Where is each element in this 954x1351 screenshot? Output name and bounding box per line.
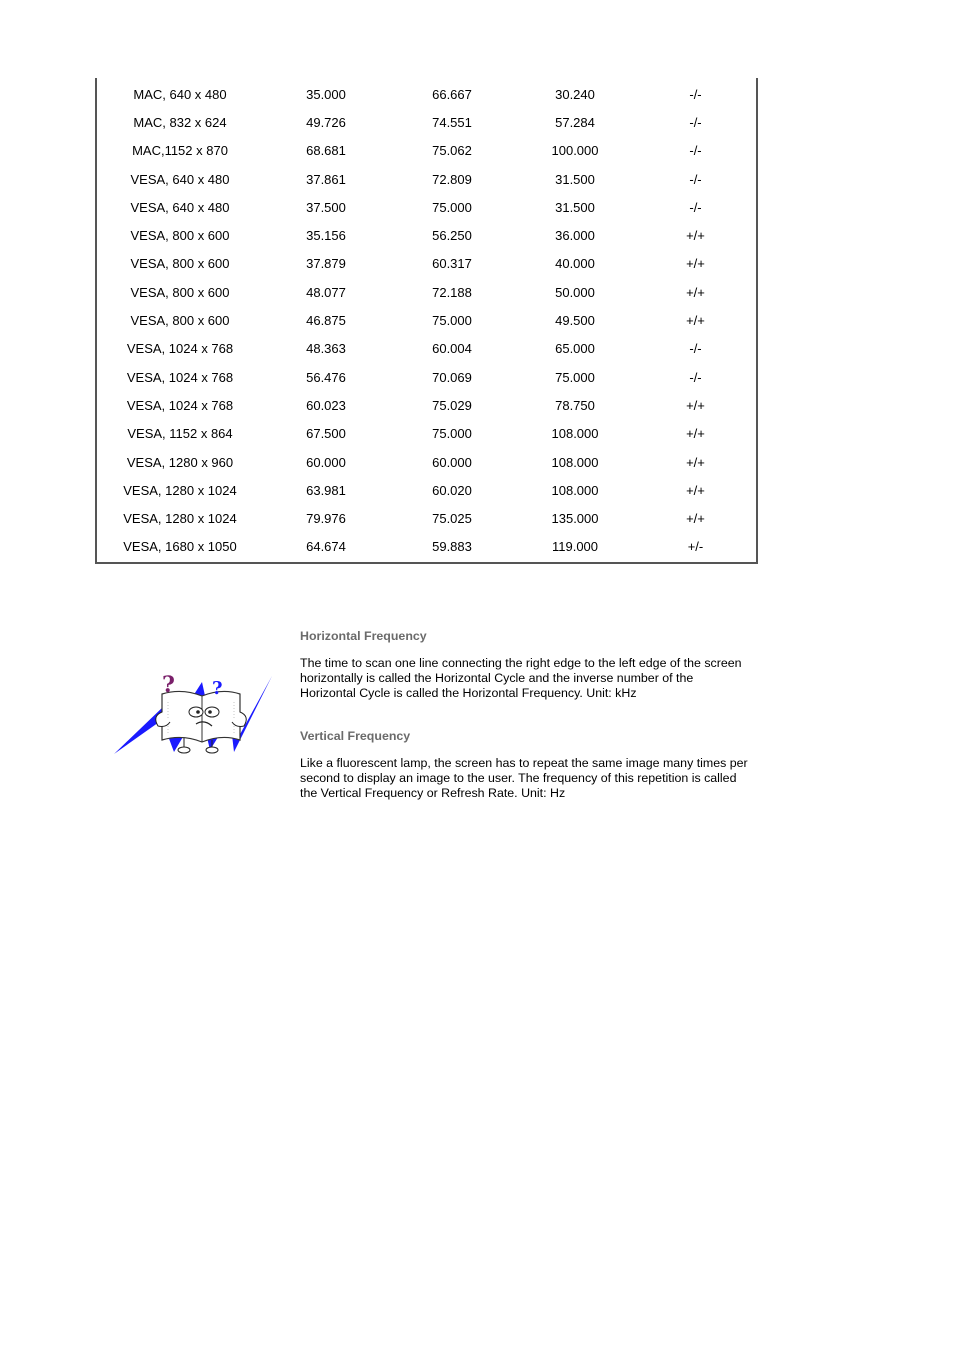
table-cell: -/- xyxy=(689,199,702,215)
horizontal-frequency-title: Horizontal Frequency xyxy=(300,629,427,643)
table-cell: 60.020 xyxy=(432,482,472,498)
table-cell: 49.500 xyxy=(555,313,595,329)
table-cell: -/- xyxy=(689,114,702,130)
vertical-frequency-title: Vertical Frequency xyxy=(300,729,411,743)
table-cell: +/+ xyxy=(686,426,705,442)
table-cell: VESA, 1280 x 1024 xyxy=(123,511,237,527)
table-cell: 63.981 xyxy=(306,482,346,498)
table-cell: 67.500 xyxy=(306,426,346,442)
vertical-frequency-body: Like a fluorescent lamp, the screen has to repeat the same image many times per second to display an image to the user. The frequency of this repetition is called the Vertical Frequency or Refresh Rate. Unit: Hz xyxy=(300,756,748,800)
table-cell: -/- xyxy=(689,86,702,102)
table-cell: -/- xyxy=(689,143,702,159)
table-cell: MAC, 832 x 624 xyxy=(133,114,227,130)
table-cell: 75.029 xyxy=(432,397,472,413)
table-cell: 60.000 xyxy=(306,454,346,470)
table-cell: 108.000 xyxy=(551,426,599,442)
table-row xyxy=(97,250,756,278)
table-cell: +/+ xyxy=(686,482,705,498)
table-cell: 35.156 xyxy=(306,228,346,244)
horizontal-frequency-section xyxy=(300,629,750,701)
table-cell: 119.000 xyxy=(551,539,599,555)
table-cell: +/+ xyxy=(686,511,705,527)
table-cell: +/+ xyxy=(686,313,705,329)
table-cell: 70.069 xyxy=(432,369,472,385)
table-row xyxy=(97,193,756,221)
table-cell: MAC, 640 x 480 xyxy=(133,86,227,102)
table-cell: 57.284 xyxy=(555,114,595,130)
table-cell: 79.976 xyxy=(306,511,346,527)
table-cell: -/- xyxy=(689,171,702,187)
table-cell: 75.000 xyxy=(432,313,472,329)
table-cell: 37.500 xyxy=(306,199,346,215)
table-row xyxy=(97,278,756,306)
table-cell: VESA, 800 x 600 xyxy=(130,313,230,329)
table-cell: VESA, 1280 x 960 xyxy=(126,454,234,470)
vertical-frequency-section xyxy=(300,729,750,801)
table-cell: +/+ xyxy=(686,397,705,413)
table-cell: 46.875 xyxy=(306,313,346,329)
table-row xyxy=(97,476,756,504)
table-cell: 48.077 xyxy=(306,284,346,300)
table-row xyxy=(97,420,756,448)
table-row xyxy=(97,391,756,419)
table-row xyxy=(97,504,756,532)
table-cell: 56.250 xyxy=(432,228,472,244)
table-row xyxy=(97,533,756,561)
table-cell: +/+ xyxy=(686,228,705,244)
table-cell: -/- xyxy=(689,369,702,385)
table-cell: VESA, 800 x 600 xyxy=(130,256,230,272)
svg-text:?: ? xyxy=(162,672,175,698)
table-cell: 60.317 xyxy=(432,256,472,272)
horizontal-frequency-body: The time to scan one line connecting the right edge to the left edge of the screen horizontally is called the Horizontal Cycle and the inverse number of the Horizontal Cycle is called the Horizontal Frequency. Unit: kHz xyxy=(300,656,742,700)
table-cell: 72.188 xyxy=(432,284,472,300)
table-cell: 31.500 xyxy=(555,171,595,187)
table-cell: 68.681 xyxy=(306,143,346,159)
table-cell: 35.000 xyxy=(306,86,346,102)
table-cell: VESA, 1024 x 768 xyxy=(126,369,234,385)
table-cell: 48.363 xyxy=(306,341,346,357)
table-cell: 135.000 xyxy=(551,511,599,527)
table-cell: 75.000 xyxy=(555,369,595,385)
table-cell: 60.023 xyxy=(306,397,346,413)
table-cell: 65.000 xyxy=(555,341,595,357)
table-cell: 108.000 xyxy=(551,482,599,498)
confused-book-character-icon xyxy=(112,672,276,758)
timing-table-frame xyxy=(95,78,758,564)
table-cell: 60.004 xyxy=(432,341,472,357)
svg-text:?: ? xyxy=(212,678,223,699)
table-cell: 66.667 xyxy=(432,86,472,102)
table-cell: 75.000 xyxy=(432,426,472,442)
table-cell: VESA, 800 x 600 xyxy=(130,284,230,300)
table-row xyxy=(97,137,756,165)
table-cell: MAC,1152 x 870 xyxy=(132,143,228,159)
table-row xyxy=(97,363,756,391)
table-cell: 72.809 xyxy=(432,171,472,187)
table-cell: 56.476 xyxy=(306,369,346,385)
table-cell: 108.000 xyxy=(551,454,599,470)
table-cell: VESA, 1280 x 1024 xyxy=(123,482,237,498)
table-cell: 59.883 xyxy=(432,539,472,555)
table-cell: +/+ xyxy=(686,256,705,272)
table-cell: VESA, 640 x 480 xyxy=(130,171,230,187)
table-cell: VESA, 1024 x 768 xyxy=(126,341,234,357)
table-cell: 49.726 xyxy=(306,114,346,130)
table-cell: 75.000 xyxy=(432,199,472,215)
table-cell: -/- xyxy=(689,341,702,357)
table-cell: 30.240 xyxy=(555,86,595,102)
table-cell: 50.000 xyxy=(555,284,595,300)
table-cell: 64.674 xyxy=(306,539,346,555)
timing-table xyxy=(97,80,756,561)
table-row xyxy=(97,306,756,334)
table-cell: +/+ xyxy=(686,454,705,470)
table-cell: 37.861 xyxy=(306,171,346,187)
table-cell: 40.000 xyxy=(555,256,595,272)
table-row xyxy=(97,221,756,249)
table-cell: 36.000 xyxy=(555,228,595,244)
table-cell: VESA, 1024 x 768 xyxy=(126,397,234,413)
table-cell: +/- xyxy=(687,539,704,555)
table-cell: 75.062 xyxy=(432,143,472,159)
table-cell: 37.879 xyxy=(306,256,346,272)
table-row xyxy=(97,80,756,108)
table-row xyxy=(97,335,756,363)
table-cell: VESA, 1152 x 864 xyxy=(127,426,233,442)
table-cell: 60.000 xyxy=(432,454,472,470)
table-cell: VESA, 800 x 600 xyxy=(130,228,230,244)
table-row xyxy=(97,108,756,136)
table-cell: VESA, 1680 x 1050 xyxy=(123,539,237,555)
table-row xyxy=(97,448,756,476)
table-cell: 74.551 xyxy=(432,114,472,130)
table-cell: VESA, 640 x 480 xyxy=(130,199,230,215)
table-cell: 100.000 xyxy=(551,143,599,159)
table-row xyxy=(97,165,756,193)
table-cell: 78.750 xyxy=(555,397,595,413)
table-cell: 31.500 xyxy=(555,199,595,215)
table-cell: 75.025 xyxy=(432,511,472,527)
table-cell: +/+ xyxy=(686,284,705,300)
